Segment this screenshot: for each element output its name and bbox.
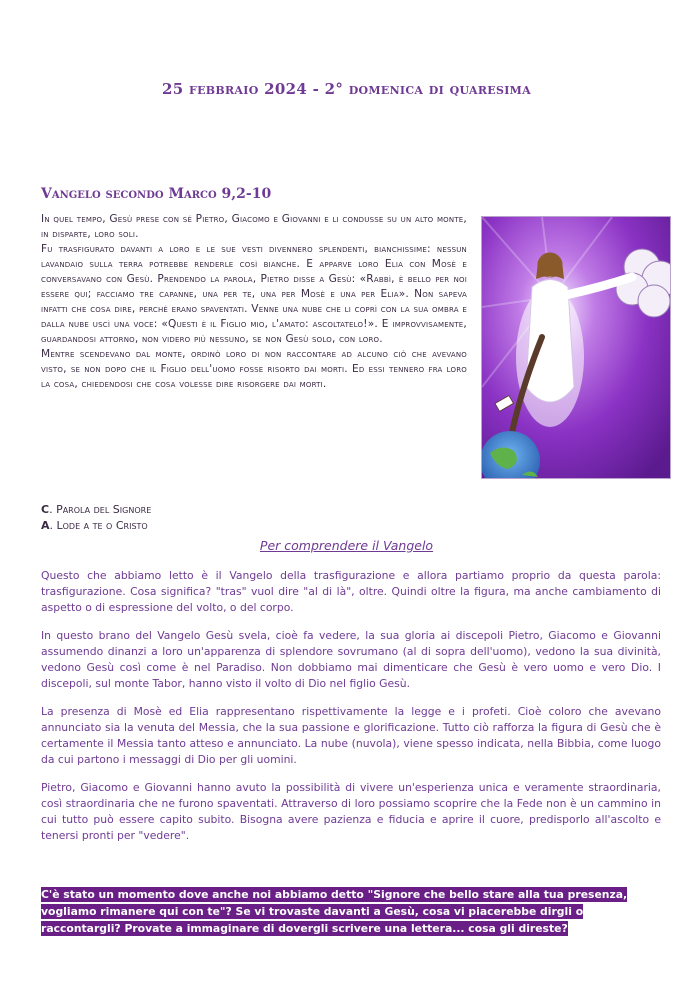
liturgical-responses <box>41 502 151 534</box>
commentary-text <box>41 568 661 856</box>
commentary-paragraph: In questo brano del Vangelo Gesù svela, cioè fa vedere, la sua gloria ai discepoli Pietro, Giacomo e Giovanni assumendo dinanzi a loro un'apparenza di splendore sovrumano (al di sopra dell'uomo), vedono la sua divinità, vedono Gesù così come è nel Paradiso. Non dobbiamo mai dimenticare che Gesù è vero uomo e vero Dio. I discepoli, sul monte Tabor, hanno visto il volto di Dio nel figlio Gesù. <box>41 629 661 690</box>
gospel-paragraph: Mentre scendevano dal monte, ordinò loro di non raccontare ad alcuno ciò che avevano visto, se non dopo che il Figlio dell'uomo fosse risorto dai morti. Ed essi tennero fra loro la cosa, chiedendosi che cosa volesse dire risorgere dai morti. <box>41 348 467 390</box>
gospel-paragraph: In quel tempo, Gesù prese con sé Pietro, Giacomo e Giovanni e li condusse su un alto monte, in disparte, loro soli. <box>41 213 467 240</box>
commentary-title: Per comprendere il Vangelo <box>259 538 434 553</box>
response-c: C. Parola del Signore <box>41 503 152 516</box>
commentary-paragraph: Pietro, Giacomo e Giovanni hanno avuto la possibilità di vivere un'esperienza unica e veramente straordinaria, così straordinaria che ne furono spaventati. Attraverso di loro possiamo scoprire che la Fede non è un cammino in cui tutto può essere capito subito. Bisogna avere pazienza e fiducia e aprire il cuore, predisporlo all'ascolto e tenersi pronti per "vedere". <box>41 781 661 842</box>
gospel-paragraph: Fu trasfigurato davanti a loro e le sue vesti divennero splendenti, bianchissime: nessun lavandaio sulla terra potrebbe renderle così bianche. E apparve loro Elia con Mosè e conversavano con Gesù. Prendendo la parola, Pietro disse a Gesù: «Rabbì, è bello per noi essere qui; facciamo tre capanne, una per te, una per Mosè e una per Elia». Non sapeva infatti che cosa dire, perché erano spaventati. Venne una nube che li coprì con la sua ombra e dalla nube uscì una voce: «Questi è il Figlio mio, l'amato: ascoltatelo!». E improvvisamente, guardandosi attorno, non videro più nessuno, se non Gesù solo, con loro. <box>41 243 467 345</box>
commentary-paragraph: La presenza di Mosè ed Elia rappresentano rispettivamente la legge e i profeti. Cioè coloro che avevano annunciato sia la venuta del Messia, che la sua passione e glorificazione. Tutto ciò rafforza la figura di Gesù che è certamente il Messia tanto atteso e annunciato. La nube (nuvola), viene spesso indicata, nella Bibbia, come luogo da cui partono i messaggi di Dio per gli uomini. <box>41 705 661 766</box>
reflection-callout <box>41 886 663 937</box>
commentary-paragraph: Questo che abbiamo letto è il Vangelo della trasfigurazione e allora partiamo proprio da questa parola: trasfigurazione. Cosa significa? "tras" vuol dire "al di là", oltre. Quindi oltre la figura, ma anche cambiamento di aspetto o di espressione del volto, o del corpo. <box>41 569 661 614</box>
gospel-text <box>41 212 467 392</box>
gospel-heading: Vangelo secondo Marco 9,2-10 <box>41 186 272 202</box>
transfiguration-illustration-icon <box>481 216 671 479</box>
callout-text: C'è stato un momento dove anche noi abbiamo detto "Signore che bello stare alla tua presenza, vogliamo rimanere qui con te"? Se vi trovaste davanti a Gesù, cosa vi piacerebbe dirgli o raccontargli? Provate a immaginare di dovergli scrivere una lettera... cosa gli direste? <box>41 888 628 935</box>
response-a: A. Lode a te o Cristo <box>41 519 148 532</box>
page-title: 25 febbraio 2024 - 2° domenica di quaresima <box>162 80 531 98</box>
